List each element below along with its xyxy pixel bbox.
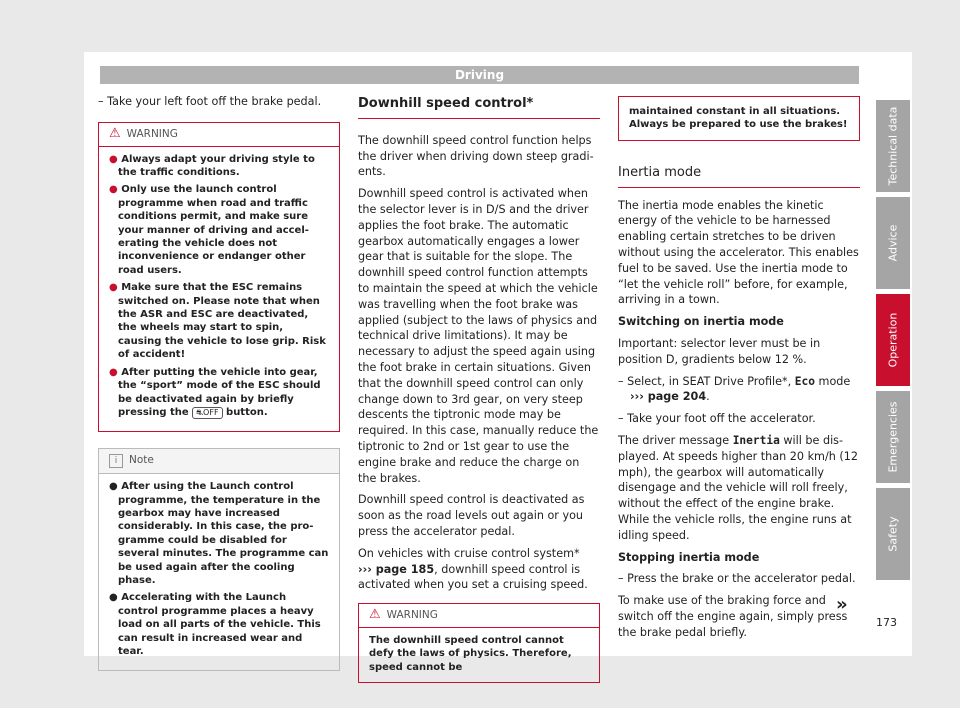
warning-body — [99, 147, 339, 432]
warning-header — [99, 123, 339, 147]
step-text: – Press the brake or the accelerator pedal. — [618, 571, 860, 587]
info-icon: i — [109, 454, 123, 468]
warning-item: ● After putting the vehicle into gear, the “sport” mode of the ESC should be deactivated again by briefly pressing the ⛐OFF button. — [109, 366, 321, 418]
car-skid-icon: ⛐ — [196, 407, 204, 417]
warning-continuation-box: maintained constant in all situations. Always be prepared to use the brakes! — [618, 96, 860, 141]
tab-emergencies[interactable]: Emergencies — [876, 391, 910, 483]
paragraph: To make use of the braking force and switch off the engine again, simply press the brake pedal briefly. — [618, 594, 848, 639]
step-text: – Take your foot off the accelerator. — [618, 411, 860, 427]
page-link[interactable]: ››› page 185 — [358, 562, 435, 576]
note-header — [99, 449, 339, 474]
section-heading-downhill: Downhill speed control* — [358, 96, 600, 119]
paragraph: Downhill speed control is activated when the selector lever is in D/S and the driver applies the foot brake. The automatic gearbox automatically engages a lower gear that is suitable for the slope. The downhill speed control function attempts to maintain the speed at which the vehicle was travelling when the foot brake was applied (subject to the laws of physics and technical drive limitations). It may be necessary to adjust the speed again using the foot brake in certain situations. Given that the downhill speed control can only change down to 3rd gear, on very steep descents the tiptronic mode may be required. In this case, manually reduce the tiptronic to 2nd or 1st gear to use the engine brake and reduce the charge on the brakes. — [358, 187, 599, 485]
warning-label: WARNING — [126, 127, 178, 140]
warning-box — [358, 603, 600, 683]
warning-body: The downhill speed control cannot defy the laws of physics. Therefore, speed cannot be — [369, 634, 572, 673]
note-body — [99, 474, 339, 670]
warning-icon: ⚠ — [109, 125, 121, 141]
page-link[interactable]: ››› page 204 — [630, 390, 707, 404]
note-item: ● After using the Launch control programme, the temperature in the gearbox may have increased considerably. In this case, the programme could be disabled for several minutes. The programme can be used again after the cooling phase. — [109, 481, 329, 586]
note-item: ● Accelerating with the Launch control programme places a heavy load on all parts of the vehicle. This can result in increased wear and tear. — [109, 592, 321, 657]
paragraph: The driver message Inertia will be displayed. At speeds higher than 20 km/h (12 mph), the gearbox will automatically disengage and the vehicle will roll freely, without the effect of the engine brake. While the vehicle rolls, the engine runs at idling speed. — [618, 433, 858, 542]
continue-mark: » — [836, 594, 848, 615]
paragraph: On vehicles with cruise control system* ››› page 185, downhill speed control is activated when you set a cruising speed. — [358, 546, 588, 592]
esc-off-button-symbol: ⛐OFF — [192, 407, 222, 419]
warning-item: ● Always adapt your driving style to the traffic conditions. — [109, 153, 315, 178]
paragraph: The downhill speed control function helps the driver when driving down steep gradients. — [358, 133, 594, 179]
section-heading-inertia: Inertia mode — [618, 165, 860, 188]
driver-message: Inertia — [732, 433, 780, 447]
eco-mode-label: Eco — [794, 374, 815, 388]
page-number: 173 — [876, 616, 897, 629]
note-box — [98, 448, 340, 671]
subheading: Switching on inertia mode — [618, 315, 784, 329]
tab-advice[interactable]: Advice — [876, 197, 910, 289]
step-text: – Select, in SEAT Drive Profile*, Eco mode ››› page 204. — [618, 374, 860, 406]
warning-label: WARNING — [386, 609, 438, 622]
tab-operation[interactable]: Operation — [876, 294, 910, 386]
paragraph: Important: selector lever must be in position D, gradients below 12 %. — [618, 336, 821, 366]
tab-safety[interactable]: Safety — [876, 488, 910, 580]
warning-icon: ⚠ — [369, 607, 381, 623]
column-1 — [98, 94, 340, 671]
paragraph: Downhill speed control is deactivated as soon as the road levels out again or you press the accelerator pedal. — [358, 493, 585, 538]
page-header: Driving — [100, 66, 859, 84]
column-3 — [618, 96, 860, 647]
warning-header — [359, 604, 599, 628]
note-label: Note — [129, 454, 154, 467]
subheading: Stopping inertia mode — [618, 550, 760, 564]
step-text: – Take your left foot off the brake pedal. — [98, 94, 340, 110]
column-2 — [358, 96, 600, 683]
tab-technical-data[interactable]: Technical data — [876, 100, 910, 192]
warning-box — [98, 122, 340, 433]
warning-item: ● Make sure that the ESC remains switched on. Please note that when the ASR and ESC are deactivated, the wheels may start to spin, causing the vehicle to lose grip. Risk of accident! — [109, 282, 326, 361]
paragraph: The inertia mode enables the kinetic energy of the vehicle to be harnessed enabling certain stretches to be driven without using the accelerator. This enables fuel to be saved. Use the inertia mode to “let the vehicle roll” before, for example, arriving in a town. — [618, 198, 859, 307]
warning-item: ● Only use the launch control programme when road and traffic conditions permit, and make sure your manner of driving and accelerating the vehicle does not inconvenience or endanger other road users. — [109, 184, 309, 276]
